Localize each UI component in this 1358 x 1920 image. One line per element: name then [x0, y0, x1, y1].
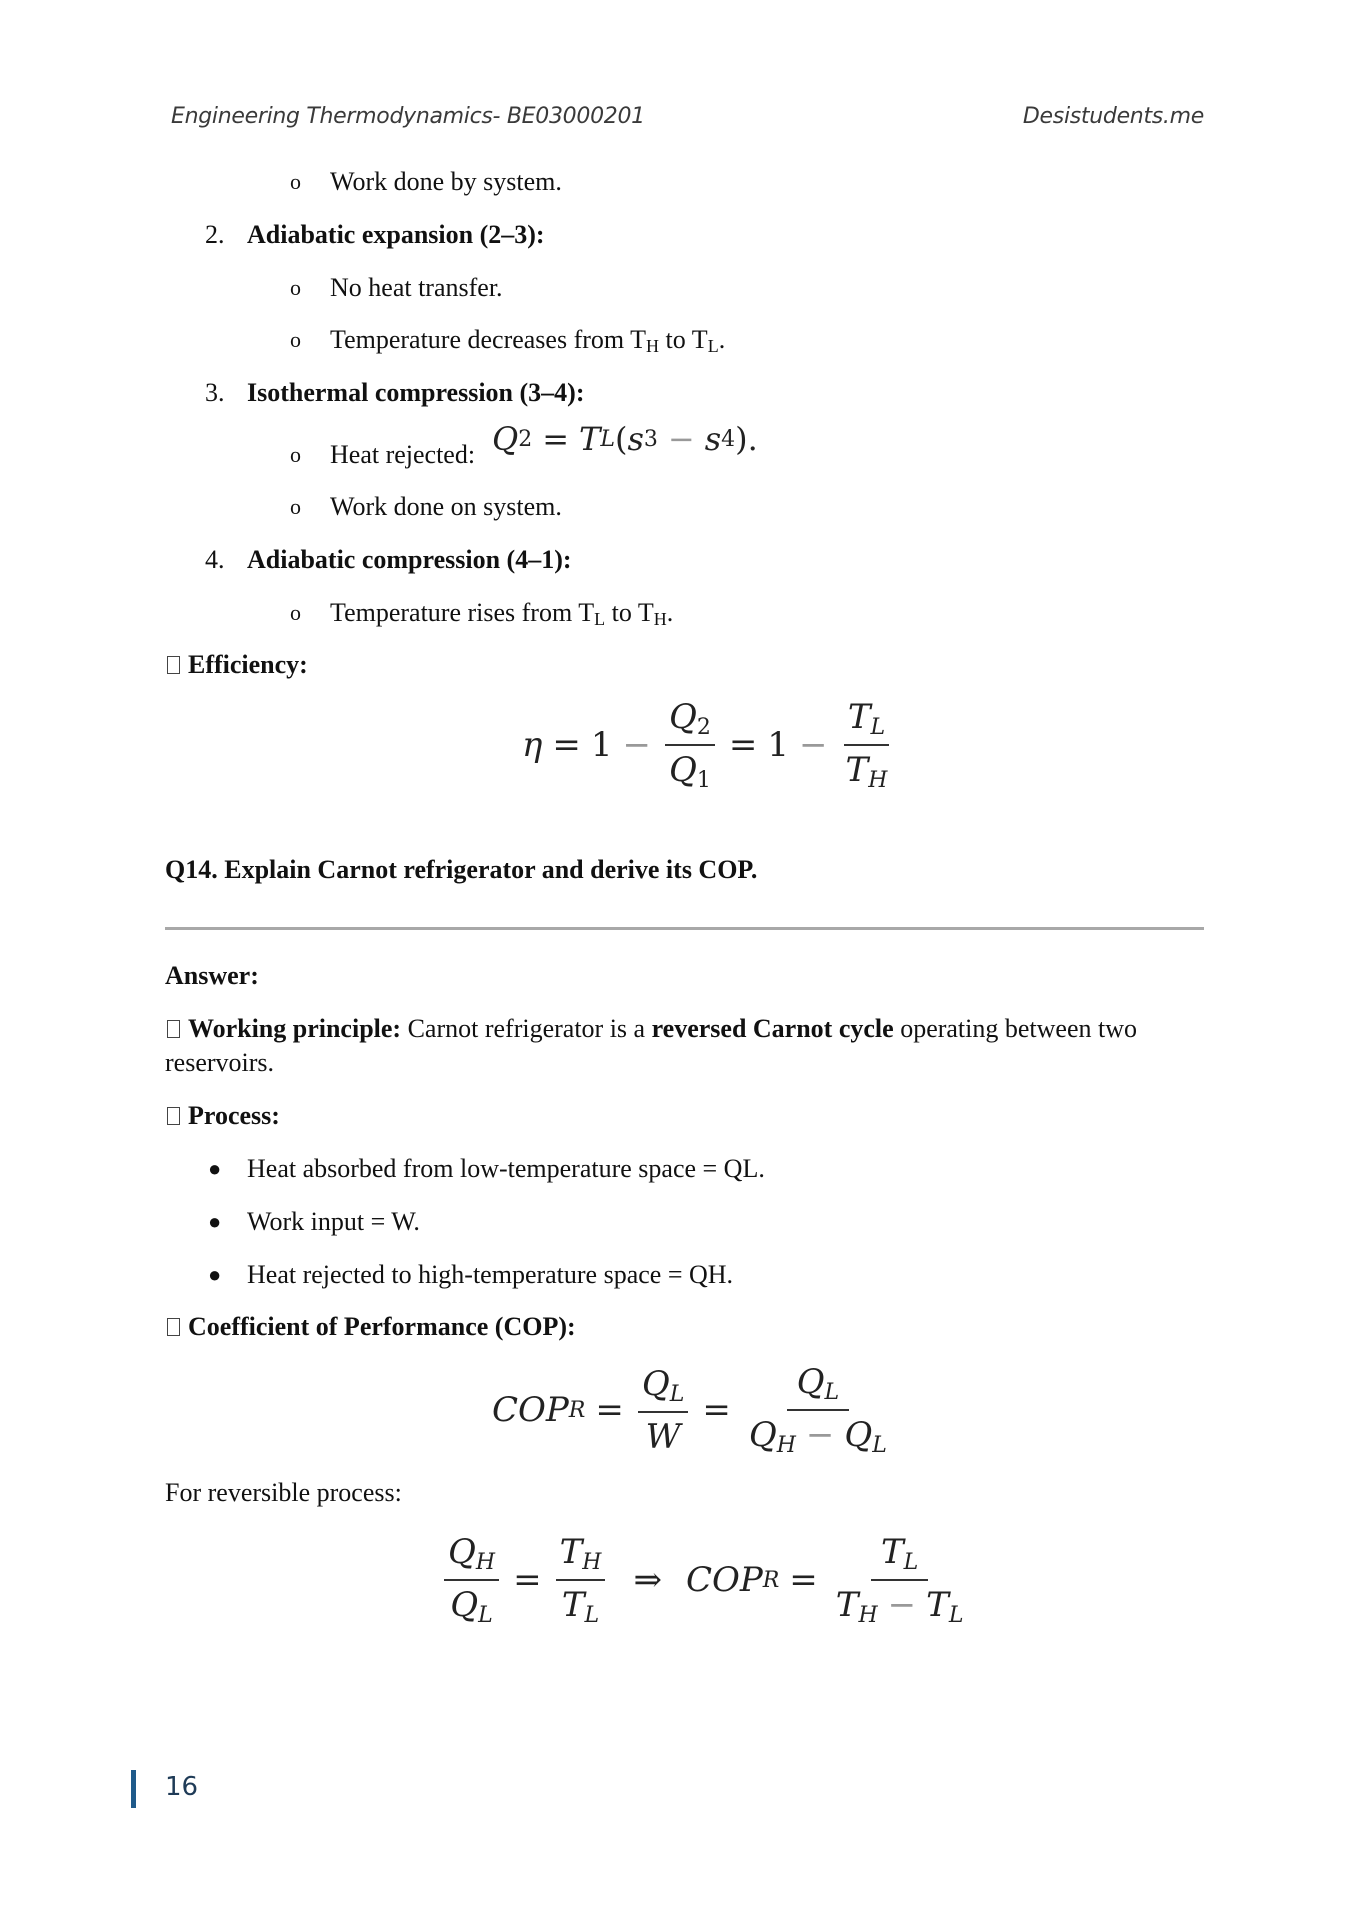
step-number: 3. — [205, 378, 225, 407]
list-item: Temperature rises from $T_L$ to $T_H$. — [330, 598, 674, 629]
cop-label: Coefficient of Performance (COP): — [167, 1311, 576, 1343]
list-item: Work input = W. — [247, 1207, 420, 1236]
step-number: 4. — [205, 545, 225, 574]
process-label: Process: — [167, 1100, 280, 1132]
efficiency-formula: η = 1 − $\frac{Q_2}{Q_1}$ = 1 − $\frac{T_L}{T_H}$ — [522, 697, 888, 793]
step-number: 2. — [205, 220, 225, 249]
list-item: Heat rejected: — [330, 440, 476, 469]
sub-bullet-icon: o — [290, 494, 301, 519]
working-principle-cont: reservoirs. — [165, 1048, 275, 1077]
checkbox-glyph-icon — [167, 1020, 180, 1038]
sub-bullet-icon: o — [290, 442, 301, 467]
step-title: Adiabatic compression (4–1): — [247, 545, 572, 574]
sub-bullet-icon: o — [290, 600, 301, 625]
list-item: Work done on system. — [330, 492, 562, 521]
bullet-icon: ● — [208, 1262, 222, 1287]
footer-accent-bar — [131, 1770, 136, 1808]
implies-icon: ⇒ — [633, 1560, 662, 1600]
efficiency-label: Efficiency: — [167, 649, 308, 681]
sub-bullet-icon: o — [290, 327, 301, 352]
step-title: Adiabatic expansion (2–3): — [247, 220, 545, 249]
checkbox-glyph-icon — [167, 1107, 180, 1125]
cop-formula: COP R = $\frac{Q_L}{W}$ = $\frac{Q_L}{Q_H - Q_L}$ — [492, 1362, 887, 1458]
list-item: Work done by system. — [330, 167, 562, 196]
question-title: Q14. Explain Carnot refrigerator and derive its COP. — [165, 855, 758, 884]
site-name: Desistudents.me — [1022, 103, 1204, 129]
checkbox-glyph-icon — [167, 656, 180, 674]
step-title: Isothermal compression (3–4): — [247, 378, 585, 407]
bullet-icon: ● — [208, 1209, 222, 1234]
horizontal-rule — [165, 927, 1204, 930]
checkbox-glyph-icon — [167, 1318, 180, 1336]
reversible-label: For reversible process: — [165, 1478, 402, 1507]
sub-bullet-icon: o — [290, 169, 301, 194]
page-header — [171, 100, 1204, 132]
bullet-icon: ● — [208, 1156, 222, 1181]
sub-bullet-icon: o — [290, 275, 301, 300]
reversible-cop-formula: $\frac{Q_H}{Q_L}$ = $\frac{T_H}{T_L}$ ⇒ COP R = $\frac{T_L}{T_H - T_L}$ — [440, 1532, 971, 1628]
list-item: Heat absorbed from low-temperature space = QL. — [247, 1154, 765, 1183]
course-title: Engineering Thermodynamics- BE03000201 — [171, 103, 645, 129]
page-number: 16 — [165, 1772, 199, 1802]
list-item: Heat rejected to high-temperature space = QH. — [247, 1260, 734, 1289]
list-item: No heat transfer. — [330, 273, 503, 302]
working-principle: Working principle: Carnot refrigerator is a reversed Carnot cycle operating between two — [167, 1013, 1137, 1045]
heat-rejected-formula: Q 2 = T L ( s 3 − s 4 ). — [492, 420, 758, 458]
list-item: Temperature decreases from $T_H$ to $T_L$. — [330, 325, 726, 356]
answer-label: Answer: — [165, 961, 259, 990]
